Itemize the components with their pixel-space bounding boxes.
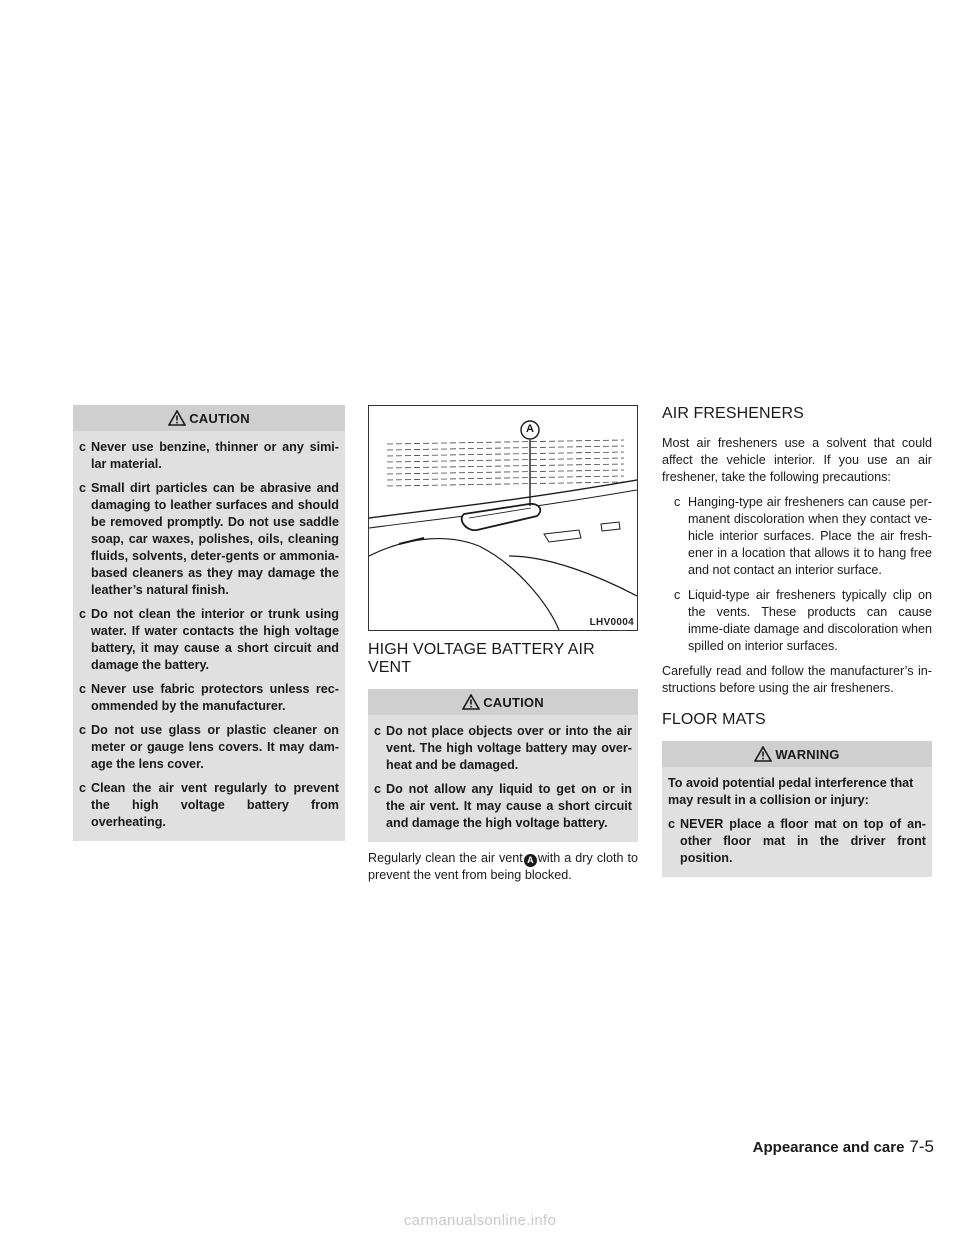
caution-item <box>374 781 632 832</box>
caution-title: CAUTION <box>189 410 250 426</box>
warning-title: WARNING <box>775 746 840 762</box>
bullet-mark: c <box>79 607 87 621</box>
air-fresheners-list <box>662 494 932 655</box>
caution-item-text: Do not allow any liquid to get on or in the air vent. It may cause a short circuit and damage the high voltage battery. <box>386 782 632 830</box>
list-item-text: Liquid-type air fresheners typically clip on the vents. These products can cause imme-diate damage and discoloration when spilled on interior surfaces. <box>688 588 932 653</box>
marker-a-icon: A <box>524 854 537 867</box>
air-vent-illustration <box>368 405 638 631</box>
caution-item-text: Do not use glass or plastic cleaner on meter or gauge lens covers. It may dam-age the lens cover. <box>91 723 339 771</box>
caution-header <box>73 405 345 431</box>
warning-triangle-icon <box>462 694 480 710</box>
warning-item-text: NEVER place a floor mat on top of an-other floor mat in the driver front position. <box>680 817 926 865</box>
caution-item-text: Never use benzine, thinner or any simi-lar material. <box>91 440 339 471</box>
bullet-mark: c <box>674 588 681 602</box>
warning-triangle-icon <box>754 746 772 762</box>
battery-caution-box <box>368 689 638 842</box>
caution-item <box>79 681 339 715</box>
floor-mats-heading: FLOOR MATS <box>662 711 766 728</box>
bullet-mark: c <box>674 495 681 509</box>
caution-item <box>79 439 339 473</box>
air-vent-drawing <box>369 406 637 630</box>
bullet-mark: c <box>79 723 87 737</box>
bullet-mark: c <box>79 440 87 454</box>
air-fresheners-closing: Carefully read and follow the manufacturer’s in-structions before using the air fresheners. <box>662 664 932 695</box>
battery-vent-heading: HIGH VOLTAGE BATTERY AIR VENT <box>368 641 595 676</box>
bullet-mark: c <box>79 481 87 495</box>
battery-caution-body <box>368 715 638 842</box>
caution-item <box>79 480 339 599</box>
caution-item-text: Never use fabric protectors unless rec-ommended by the manufacturer. <box>91 682 339 713</box>
floor-mats-warning-box <box>662 741 932 877</box>
list-item-text: Hanging-type air fresheners can cause per-manent discoloration when they contact ve-hicle interior surfaces. Place the air fresh-ener in a location that allows it to hang free and not contact an interior surface. <box>688 495 932 577</box>
caution-item <box>79 780 339 831</box>
caution-item-text: Clean the air vent regularly to prevent the high voltage battery from overheating. <box>91 781 339 829</box>
watermark: carmanualsonline.info <box>403 1212 557 1229</box>
caution-item-text: Do not place objects over or into the air vent. The high voltage battery may over-heat and be damaged. <box>386 724 632 772</box>
bullet-mark: c <box>374 782 382 796</box>
bullet-mark: c <box>374 724 382 738</box>
middle-column <box>368 405 638 892</box>
caution-item-text: Do not clean the interior or trunk using water. If water contacts the high voltage battery, it may cause a short circuit and damage the battery. <box>91 607 339 672</box>
caution-item <box>79 606 339 674</box>
warning-triangle-icon <box>168 410 186 426</box>
bullet-mark: c <box>668 817 676 831</box>
caution-item <box>374 723 632 774</box>
warning-body <box>662 767 932 877</box>
footer-section-title: Appearance and care <box>752 1139 905 1156</box>
paragraph-text-start: Regularly clean the air vent <box>368 851 523 865</box>
battery-caution-header <box>368 689 638 715</box>
list-item <box>662 587 932 655</box>
figure-code: LHV0004 <box>589 617 634 628</box>
battery-caution-title: CAUTION <box>483 694 544 710</box>
bullet-mark: c <box>79 682 87 696</box>
left-column <box>73 405 345 841</box>
callout-label-a: A <box>526 423 534 435</box>
warning-header <box>662 741 932 767</box>
paragraph-text-end: with a dry cloth to prevent the vent from being blocked. <box>368 851 639 882</box>
right-column <box>662 405 932 877</box>
caution-body <box>73 431 345 841</box>
battery-vent-paragraph <box>368 850 638 884</box>
warning-intro: To avoid potential pedal interference that may result in a collision or injury: <box>668 776 914 807</box>
page-footer <box>753 1137 934 1157</box>
caution-item-text: Small dirt particles can be abrasive and damaging to leather surfaces and should be removed promptly. Do not use saddle soap, car waxes, polishes, oils, cleaning fluids, solvents, deter-gents or ammonia-based cleaners as they may damage the leather’s natural finish. <box>91 481 339 597</box>
page-number: 7-5 <box>909 1137 934 1156</box>
bullet-mark: c <box>79 781 87 795</box>
list-item <box>662 494 932 579</box>
caution-item <box>79 722 339 773</box>
warning-item <box>668 816 926 867</box>
air-fresheners-intro: Most air fresheners use a solvent that could affect the vehicle interior. If you use an air freshener, take the following precautions: <box>662 436 932 484</box>
air-fresheners-heading: AIR FRESHENERS <box>662 405 804 422</box>
caution-box <box>73 405 345 841</box>
